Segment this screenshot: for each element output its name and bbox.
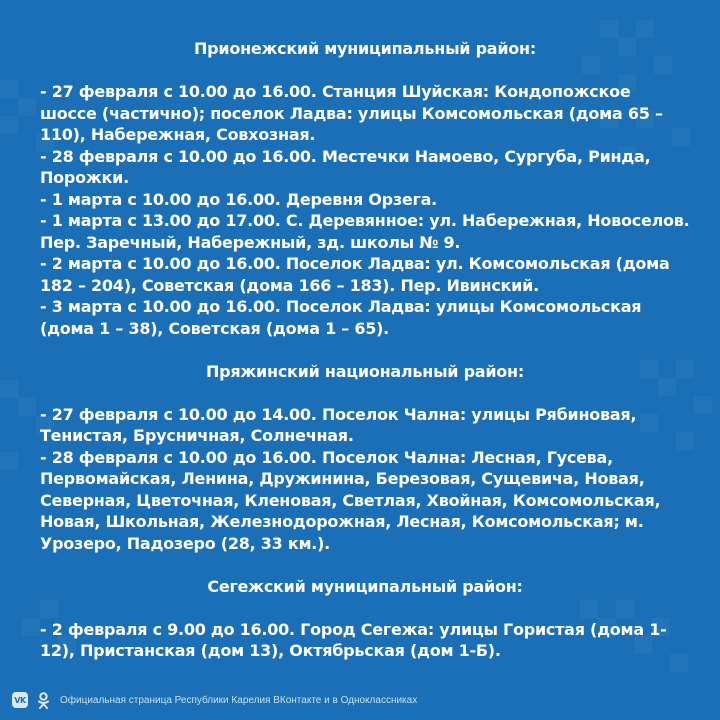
list-item: - 28 февраля с 10.00 до 16.00. Местечки Намоево, Сургуба, Ринда, Порожки. — [40, 146, 651, 187]
announcement-content — [40, 38, 690, 662]
list-item: - 2 февраля с 9.00 до 16.00. Город Сегежа: улицы Гористая (дома 1-12), Пристанская (дом 13), Октябрьская (дом 1-Б). — [40, 619, 667, 660]
odnoklassniki-icon[interactable] — [36, 691, 50, 709]
section-heading-segezhsky: Сегежский муниципальный район: — [207, 576, 523, 596]
spacer — [40, 597, 690, 619]
list-item: - 28 февраля с 10.00 до 16.00. Поселок Чална: Лесная, Гусева, Первомайская, Ленина, Дружинина, Березовая, Сущевича, Новая, Северная, Цветочная, Кленовая, Светлая, Хвойная, Комсомольская, Новая, Школьная, Железнодорожная, Лесная, Комсомольская; м. Урозеро, Падозеро (28, 33 км.). — [40, 447, 661, 553]
list-item: - 1 марта с 13.00 до 17.00. С. Деревянное: ул. Набережная, Новоселов. Пер. Заречный, Набережный, зд. школы № 9. — [40, 211, 690, 252]
list-item: - 27 февраля с 10.00 до 14.00. Поселок Чална: улицы Рябиновая, Тенистая, Брусничная, Солнечная. — [40, 404, 637, 445]
list-item: - 27 февраля с 10.00 до 16.00. Станция Шуйская: Кондопожское шоссе (частично); поселок Ладва: улицы Комсомольская (дома 65 – 110), Набережная, Совхозная. — [40, 82, 663, 144]
list-item: - 3 марта с 10.00 до 16.00. Поселок Ладва: улицы Комсомольская (дома 1 – 38), Советская (дома 1 – 65). — [40, 297, 642, 338]
footer-text: Официальная страница Республики Карелия ВКонтакте и в Одноклассниках — [60, 694, 418, 706]
spacer — [40, 554, 690, 576]
spacer — [40, 382, 690, 404]
list-item: - 1 марта с 10.00 до 16.00. Деревня Орзега. — [40, 189, 437, 209]
footer — [12, 688, 417, 712]
spacer — [40, 60, 690, 82]
section-heading-prionezhsky: Прионежский муниципальный район: — [194, 39, 536, 58]
vk-icon[interactable]: VK — [12, 692, 28, 708]
list-item: - 2 марта с 10.00 до 16.00. Поселок Ладва: ул. Комсомольская (дома 182 – 204), Советская (дома 166 – 183). Пер. Ивинский. — [40, 254, 670, 295]
spacer — [40, 339, 690, 361]
section-heading-pryazhinsky: Пряжинский национальный район: — [206, 361, 524, 381]
